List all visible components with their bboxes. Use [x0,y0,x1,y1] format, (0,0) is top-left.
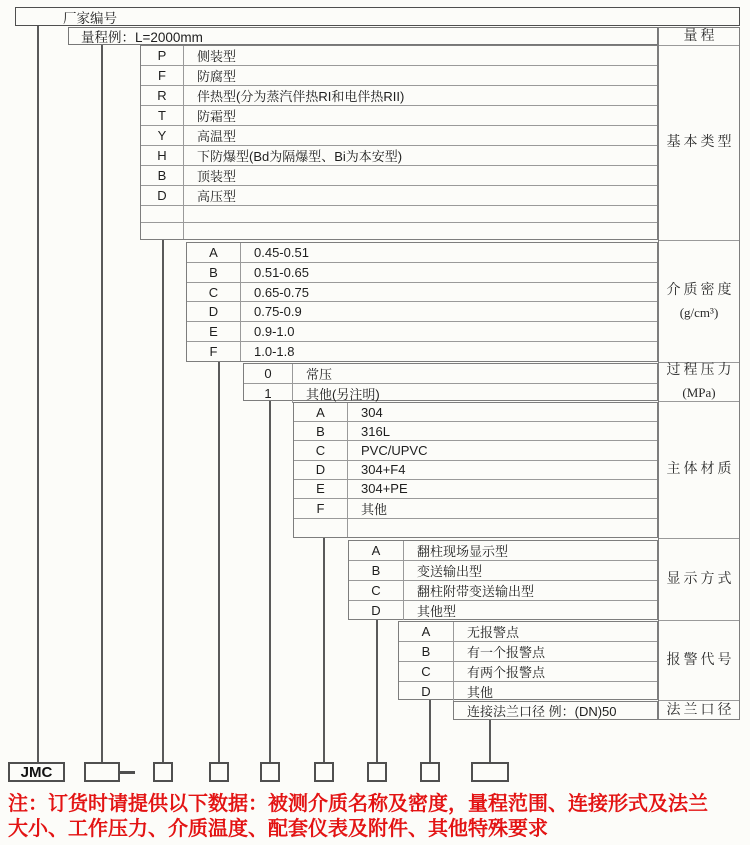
table-row-alarm [399,662,657,682]
code-cell: A [399,622,454,641]
model-blank-box-1 [84,762,120,782]
description-cell: 0.51-0.65 [254,264,309,280]
code-cell: B [349,561,404,580]
code-cell: A [294,403,348,421]
description-cell: 304+PE [361,481,408,497]
table-row-density [187,263,657,283]
code-cell: T [141,106,184,125]
connector-line-4 [218,362,220,762]
description-cell: 伴热型(分为蒸汽伴热RI和电伴热RII) [197,89,405,104]
table-row-pressure [244,384,657,403]
table-row-basic_type [141,186,657,206]
code-cell: A [349,541,404,560]
category-label-text: 法兰口径 [666,703,735,718]
model-blank-box-2 [153,762,173,782]
table-row-material [294,403,657,422]
table-row-material [294,441,657,460]
connector-line-2 [101,45,103,762]
connector-line-5 [269,401,271,762]
model-blank-box-5 [314,762,334,782]
code-cell: C [294,441,348,459]
code-cell: B [294,422,348,440]
code-cell: E [187,322,241,341]
connector-line-3 [162,240,164,762]
category-label-text: 过程压力 [666,363,735,378]
category-label-text: 主体材质 [666,462,735,477]
table-row-basic_type [141,166,657,186]
code-cell: F [294,499,348,518]
category-label-alarm [659,621,739,701]
code-cell: F [141,66,184,85]
order-note [8,792,748,842]
code-cell: D [399,682,454,701]
description-cell: 翻柱现场显示型 [417,544,509,559]
description-cell: 翻柱附带变送输出型 [417,584,535,599]
description-cell: 316L [361,423,390,439]
table-row-basic_type [141,66,657,86]
range-example-box [68,27,658,45]
table-display_mode [348,540,658,620]
code-cell: C [399,662,454,681]
table-row-basic_type [141,146,657,166]
category-label-column [658,27,740,720]
table-row-material [294,519,657,537]
description-cell: 顶装型 [197,169,237,184]
table-row-material [294,480,657,499]
code-cell [141,206,184,222]
description-cell: 常压 [306,367,333,382]
category-label-range [659,28,739,46]
table-row-pressure [244,364,657,384]
table-row-basic_type [141,46,657,66]
description-cell: PVC/UPVC [361,442,428,458]
description-cell: 其他 [467,685,494,700]
code-cell: C [349,581,404,600]
description-cell: 0.75-0.9 [254,304,302,320]
category-label-text: 基本类型 [666,135,735,150]
code-cell: F [187,342,241,361]
description-cell: 有一个报警点 [467,645,546,660]
category-label-text: 介质密度 [666,282,735,298]
code-cell: 0 [244,364,293,383]
model-blank-box-7 [420,762,440,782]
code-cell: B [187,263,241,282]
description-cell: 其他型 [417,604,457,619]
code-cell [141,223,184,239]
code-cell: D [141,186,184,205]
description-cell: 304 [361,404,383,420]
code-cell: A [187,243,241,262]
category-label-density [659,241,739,363]
table-row-display_mode [349,541,657,561]
table-row-display_mode [349,601,657,620]
code-cell: H [141,146,184,165]
code-cell: R [141,86,184,105]
code-cell: C [187,283,241,302]
table-row-material [294,499,657,519]
table-row-display_mode [349,581,657,601]
code-cell: D [349,601,404,620]
table-row-basic_type [141,223,657,239]
table-row-density [187,302,657,322]
code-cell: D [187,302,241,321]
table-density [186,242,658,362]
code-cell: B [399,642,454,661]
description-cell: 有两个报警点 [467,665,546,680]
table-row-material [294,461,657,480]
factory-code-box [15,7,740,26]
description-cell: 侧装型 [197,49,237,64]
model-blank-box-6 [367,762,387,782]
category-label-material [659,402,739,539]
model-separator-dash [120,771,135,774]
code-cell [294,519,348,537]
category-label-text: 显示方式 [666,571,735,587]
table-alarm [398,621,658,700]
category-label-unit: (MPa) [682,385,716,400]
table-row-display_mode [349,561,657,581]
connector-line-8 [429,700,431,762]
description-cell: 1.0-1.8 [254,344,295,360]
table-material [293,402,658,538]
table-row-basic_type [141,86,657,106]
category-label-basic_type [659,46,739,241]
code-cell: P [141,46,184,65]
table-row-alarm [399,622,657,642]
table-row-alarm [399,642,657,662]
description-cell: 下防爆型(Bd为隔爆型、Bi为本安型) [197,149,403,164]
category-label-text: 报警代号 [666,652,735,668]
description-cell: 变送输出型 [417,564,483,579]
table-row-material [294,422,657,441]
model-prefix-box: JMC [8,762,65,782]
table-row-density [187,243,657,263]
table-row-basic_type [141,126,657,146]
description-cell: 其他(另注明) [306,387,380,402]
code-cell: D [294,461,348,479]
connector-line-7 [376,620,378,762]
description-cell: 其他 [361,501,388,517]
table-row-density [187,342,657,361]
table-row-density [187,283,657,303]
description-cell: 防霜型 [197,109,237,124]
table-row-basic_type [141,106,657,126]
description-cell: 0.65-0.75 [254,284,309,300]
model-blank-box-8 [471,762,509,782]
description-cell: 高温型 [197,129,237,144]
connector-line-9 [489,720,491,762]
description-cell [184,206,657,222]
table-row-density [187,322,657,342]
category-label-unit: (g/cm³) [679,304,719,320]
description-cell: 0.45-0.51 [254,244,309,260]
flange-size-row: 连接法兰口径 例：(DN)50 [453,701,658,720]
category-label-flange [659,701,739,721]
model-blank-box-3 [209,762,229,782]
code-cell: 1 [244,384,293,403]
code-cell: Y [141,126,184,145]
description-cell: 0.9-1.0 [254,324,295,340]
table-row-alarm [399,682,657,701]
table-pressure [243,363,658,401]
description-cell: 304+F4 [361,462,406,478]
category-label-display_mode [659,539,739,621]
range-example-label: 量程例：L=2000mm [81,30,203,45]
description-cell [184,223,657,239]
category-label-pressure [659,363,739,402]
connector-line-6 [323,538,325,762]
connector-line-1 [37,26,39,762]
model-blank-box-4 [260,762,280,782]
order-note-line2: 大小、工作压力、介质温度、配套仪表及附件、其他特殊要求 [8,818,548,840]
factory-code-label: 厂家编号 [63,10,117,26]
table-row-basic_type [141,206,657,223]
description-cell [348,519,657,537]
table-basic_type [140,45,658,240]
description-cell: 无报警点 [467,625,520,640]
description-cell: 高压型 [197,189,237,204]
order-note-line1: 注：订货时请提供以下数据：被测介质名称及密度，量程范围、连接形式及法兰 [8,793,708,815]
code-cell: E [294,480,348,498]
code-cell: B [141,166,184,185]
category-label-text: 量程 [683,28,718,44]
description-cell: 防腐型 [197,69,237,84]
